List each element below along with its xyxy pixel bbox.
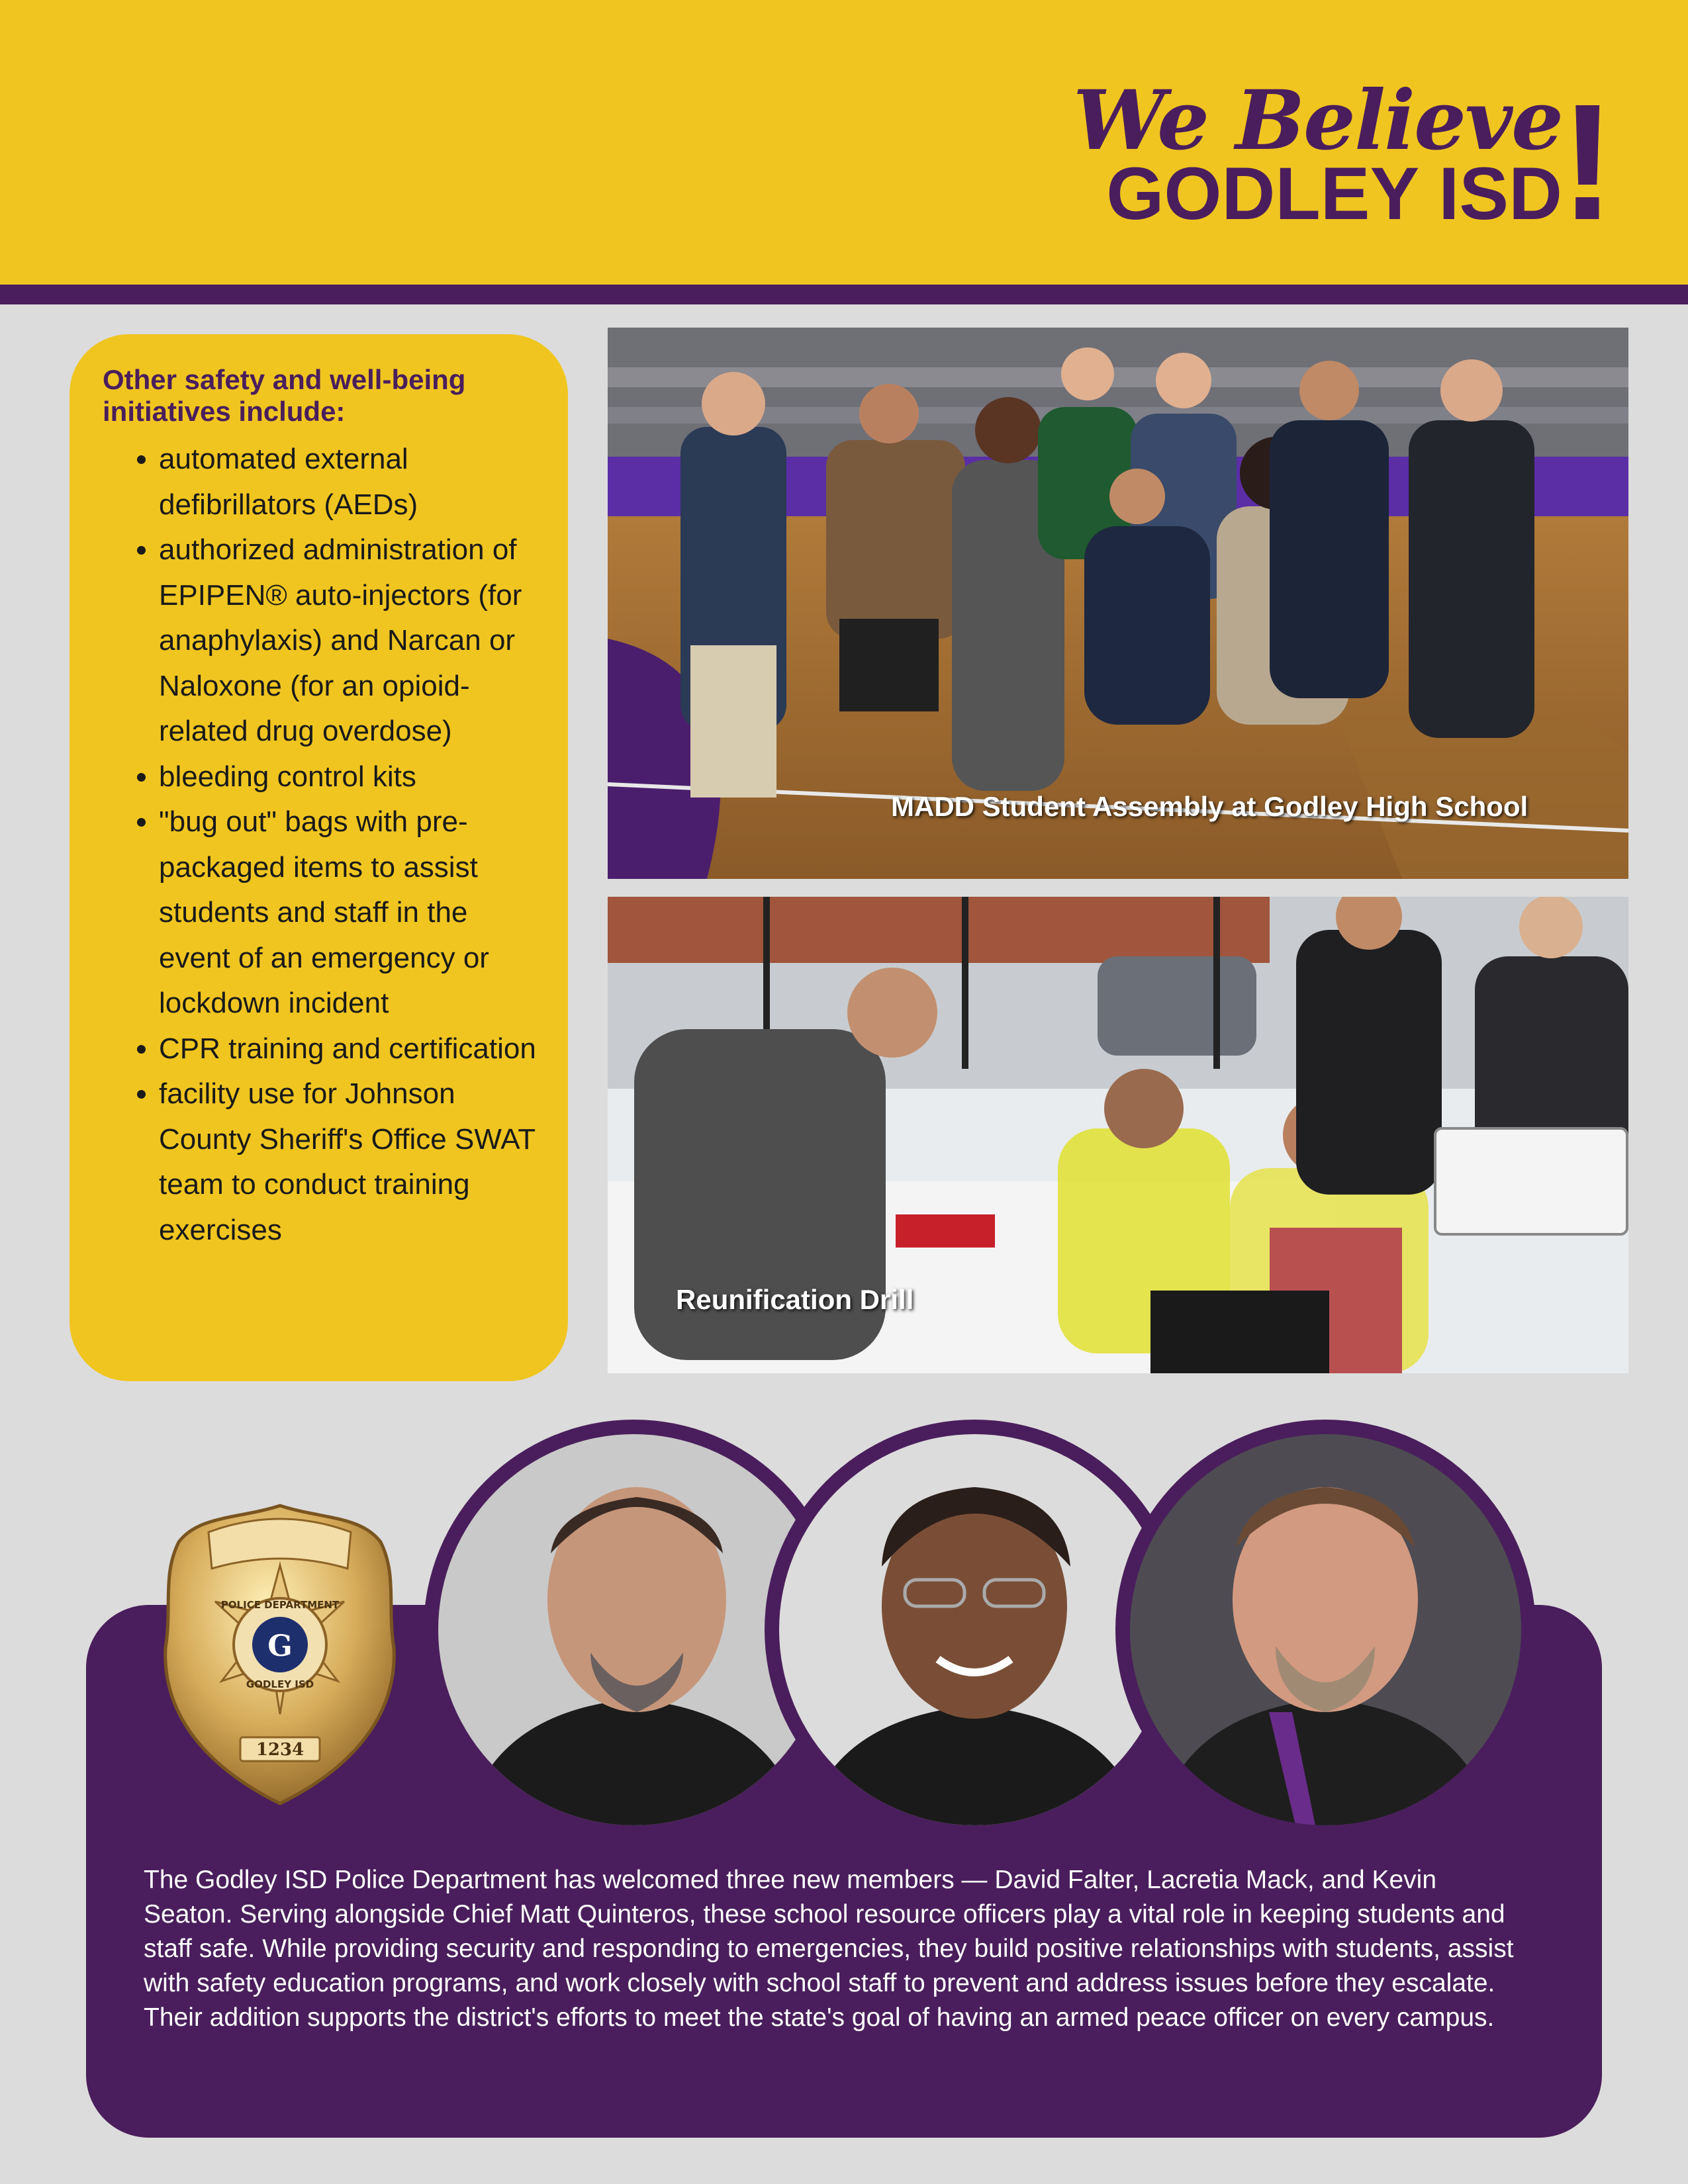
- badge-number: 1234: [256, 1740, 305, 1760]
- badge-bottom-text: GODLEY ISD: [246, 1678, 314, 1690]
- list-item: • authorized administration of EPIPEN® auto-injectors (for anaphylaxis) and Narcan or Naloxone (for an opioid-related drug overdose): [159, 527, 538, 754]
- header-divider: [0, 285, 1688, 304]
- initiatives-callout: [70, 334, 568, 1381]
- list-item: • automated external defibrillators (AEDs): [159, 437, 538, 527]
- list-item: • bleeding control kits: [159, 754, 538, 800]
- officer-portrait-kevin-seaton: [1115, 1420, 1536, 1840]
- madd-photo-caption: MADD Student Assembly at Godley High School: [891, 791, 1528, 822]
- list-item: • "bug out" bags with pre-packaged items to assist students and staff in the event of an emergency or lockdown incident: [159, 799, 538, 1026]
- reunification-drill-photo: [608, 897, 1628, 1373]
- we-believe-logo: [1073, 69, 1615, 254]
- officer-portrait-illustration: [1130, 1434, 1521, 1825]
- officers-description: The Godley ISD Police Department has welcomed three new members — David Falter, Lacretia Mack, and Kevin Seaton. Serving alongside Chief Matt Quinteros, these school resource officers play a vital role in keeping students and staff safe. While providing security and responding to emergencies, they build positive relationships with students, assist with safety education programs, and work closely with school staff to prevent and address issues before they escalate. Their addition supports the district's efforts to meet the state's goal of having an armed peace officer on every campus.: [144, 1866, 1514, 2032]
- reunification-photo-caption: Reunification Drill: [676, 1284, 914, 1315]
- police-badge-image: [162, 1502, 397, 1807]
- logo-district-name: GODLEY ISD: [1106, 152, 1562, 235]
- badge-letter: G: [267, 1629, 293, 1663]
- initiatives-title: Other safety and well-being initiatives include:: [103, 364, 466, 427]
- logo-exclamation: !: [1560, 69, 1615, 254]
- initiatives-list: [103, 437, 538, 1253]
- madd-assembly-photo: [608, 328, 1628, 879]
- header-band: [0, 0, 1688, 285]
- list-item: • CPR training and certification: [159, 1026, 538, 1072]
- logo-slogan: We Believe: [1073, 73, 1562, 169]
- officer-portrait-illustration: [779, 1434, 1170, 1825]
- list-item: • facility use for Johnson County Sheriff's Office SWAT team to conduct training exercises: [159, 1071, 538, 1253]
- badge-top-text: POLICE DEPARTMENT: [220, 1599, 340, 1611]
